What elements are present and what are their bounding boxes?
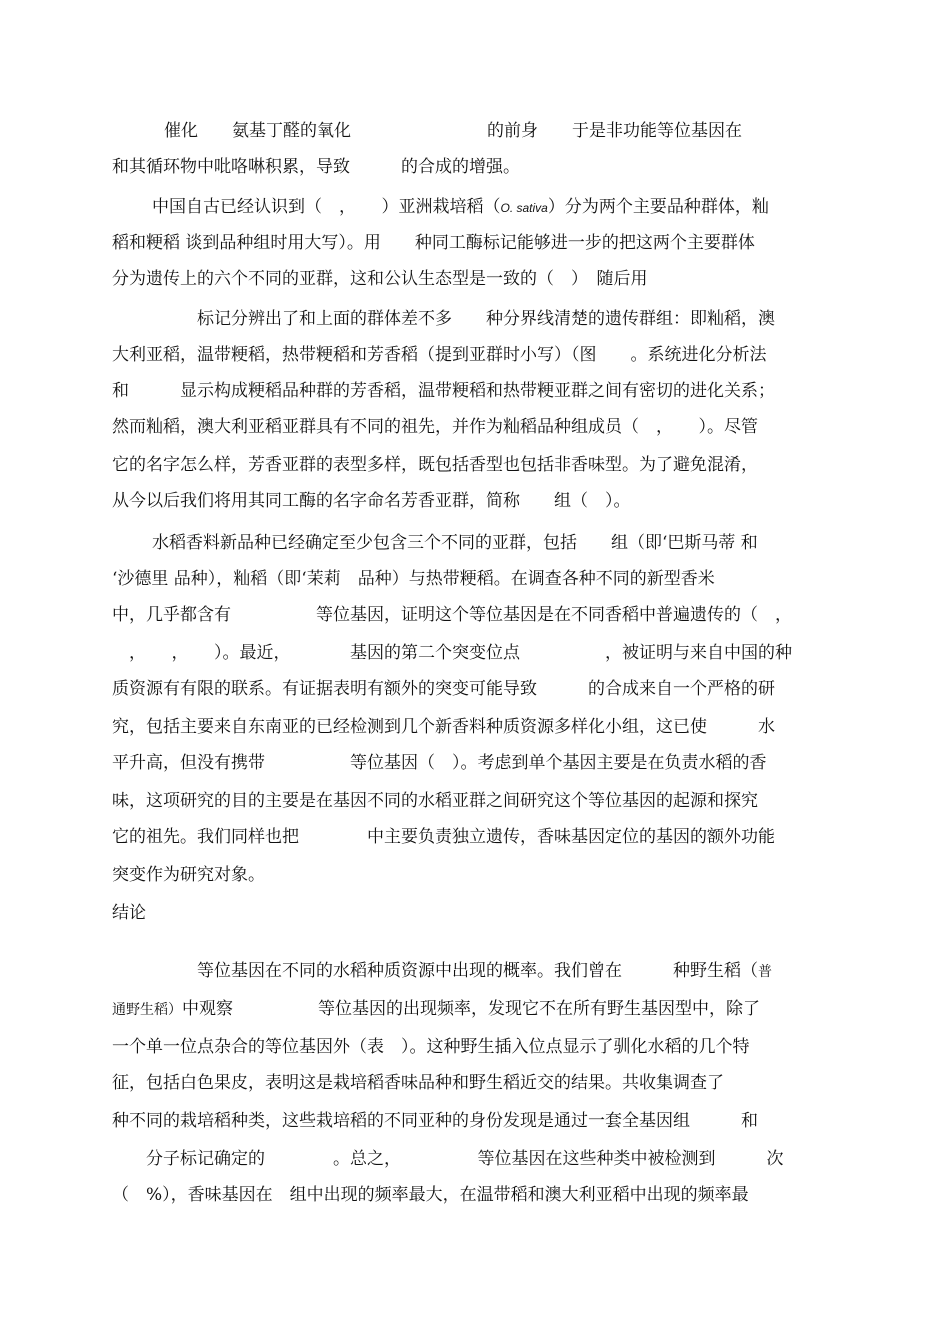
paragraph-4-line-4: 征，包括白色果皮，表明这是栽培稻香味品种和野生稻近交的结果。共收集调查了 [112, 1073, 724, 1093]
paragraph-2-line-2: 稻和粳稻 谈到品种组时用大写）。用 种同工酶标记能够进一步的把这两个主要群体 [112, 233, 755, 253]
paragraph-3-line-3: 中，几乎都含有 等位基因，证明这个等位基因是在不同香稻中普遍遗传的（ ， [112, 605, 792, 625]
text-span: ）分为两个主要品种群体，籼 [547, 197, 769, 217]
text-span: 催化 氨基丁醛的氧化 的前身 于是非功能等位基因在 [164, 121, 742, 141]
paragraph-3-line-8: 味，这项研究的目的主要是在基因不同的水稻亚群之间研究这个等位基因的起源和探究 [112, 791, 758, 811]
paragraph-3-line-7: 平升高，但没有携带 等位基因（ ）。考虑到单个基因主要是在负责水稻的香 [112, 753, 767, 773]
paragraph-4-line-3: 一个单一位点杂合的等位基因外（表 ）。这种野生插入位点显示了驯化水稻的几个特 [112, 1037, 750, 1057]
paragraph-2-line-7: 然而籼稻，澳大利亚稻亚群具有不同的祖先，并作为籼稻品种组成员（ ， ）。尽管 [112, 417, 758, 437]
paragraph-2-line-8: 它的名字怎么样，芳香亚群的表型多样，既包括香型也包括非香味型。为了避免混淆， [112, 455, 758, 475]
paragraph-3-line-4: ， ， ）。最近， 基因的第二个突变位点 ，被证明与来自中国的种 [112, 643, 792, 663]
text-span: 中国自古已经认识到（ ， ）亚洲栽培稻（ [152, 197, 501, 217]
paragraph-2-line-1 [112, 190, 838, 224]
text-span: 等位基因在不同的水稻种质资源中出现的概率。我们曾在 种野生稻（ [112, 961, 758, 981]
paragraph-4-line-5: 种不同的栽培稻种类，这些栽培稻的不同亚种的身份发现是通过一套全基因组 和 [112, 1111, 758, 1131]
paragraph-2-line-9: 从今以后我们将用其同工酶的名字命名芳香亚群，简称 组（ ）。 [112, 491, 631, 511]
paragraph-3-line-5: 质资源有有限的联系。有证据表明有额外的突变可能导致 的合成来自一个严格的研 [112, 679, 775, 699]
paragraph-4-line-1 [112, 954, 838, 988]
paragraph-3-line-6: 究，包括主要来自东南亚的已经检测到几个新香料种质资源多样化小组，这已使 水 [112, 717, 775, 737]
paragraph-4-line-6: 分子标记确定的 。总之， 等位基因在这些种类中被检测到 次 [112, 1149, 784, 1169]
paragraph-4-line-7: （ %），香味基因在 组中出现的频率最大，在温带稻和澳大利亚稻中出现的频率最 [112, 1185, 749, 1205]
paragraph-2-line-5: 大利亚稻，温带粳稻，热带粳稻和芳香稻（提到亚群时小写）（图 。系统进化分析法 [112, 345, 767, 365]
text-span: 水稻香料新品种已经确定至少包含三个不同的亚群，包括 组（即‘巴斯马蒂 和 [152, 533, 758, 553]
paragraph-2-line-6: 和 显示构成粳稻品种群的芳香稻，温带粳稻和热带粳亚群之间有密切的进化关系； [112, 381, 775, 401]
paragraph-3-line-10: 突变作为研究对象。 [112, 865, 265, 885]
section-heading: 结论 [112, 903, 146, 923]
paragraph-3-line-9: 它的祖先。我们同样也把 中主要负责独立遗传，香味基因定位的基因的额外功能 [112, 827, 775, 847]
paragraph-1-line-1 [112, 114, 838, 148]
small-text: 通野生稻） [112, 1002, 182, 1018]
paragraph-3-line-2: ‘沙德里 品种），籼稻（即‘茉莉 品种）与热带粳稻。在调查各种不同的新型香米 [112, 569, 715, 589]
paragraph-3-line-1 [112, 526, 838, 560]
paragraph-2-line-3: 分为遗传上的六个不同的亚群，这和公认生态型是一致的（ ） 随后用 [112, 269, 648, 289]
paragraph-4-line-2 [112, 992, 838, 1026]
paragraph-1-line-2: 和其循环物中吡咯啉积累，导致 的合成的增强。 [112, 157, 520, 177]
species-name-italic: O. sativa [500, 201, 548, 215]
paragraph-2-line-4: 标记分辨出了和上面的群体差不多 种分界线清楚的遗传群组：即籼稻，澳 [112, 309, 775, 329]
text-span: 中观察 等位基因的出现频率，发现它不在所有野生基因型中，除了 [182, 999, 760, 1019]
small-text: 普 [758, 964, 772, 980]
